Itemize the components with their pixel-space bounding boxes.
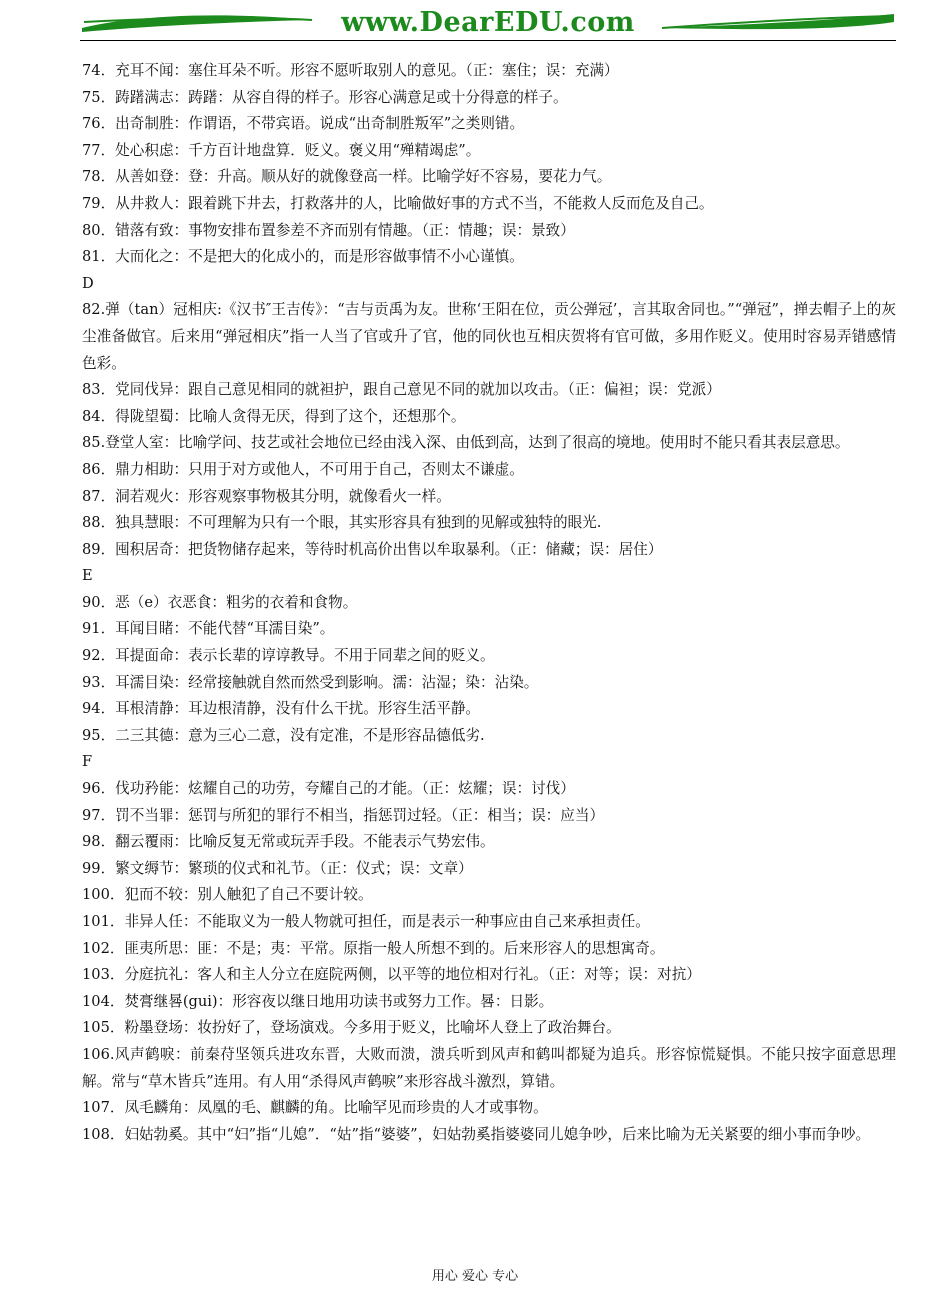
section-letter-f: F [82, 753, 93, 771]
list-item: 94．耳根清静：耳边根清静，没有什么干扰。形容生活平静。 [82, 700, 481, 718]
list-item: 74．充耳不闻：塞住耳朵不听。形容不愿听取别人的意见。（正：塞住；误：充满） [82, 62, 619, 79]
list-item: 81．大而化之：不是把大的化成小的，而是形容做事情不小心谨慎。 [82, 248, 524, 266]
list-item: 88．独具慧眼：不可理解为只有一个眼，其实形容具有独到的见解或独特的眼光. [82, 514, 602, 532]
site-logo-text: www.DearEDU.com [341, 7, 635, 38]
list-item: 102．匪夷所思：匪：不是；夷：平常。原指一般人所想不到的。后来形容人的思想寓奇。 [82, 939, 665, 957]
list-item: 87．洞若观火：形容观察事物极其分明，就像看火一样。 [82, 487, 451, 505]
list-item: 103．分庭抗礼：客人和主人分立在庭院两侧，以平等的地位相对行礼。（正：对等；误：对抗） [82, 966, 701, 984]
page-footer: 用心 爱心 专心 [431, 1269, 519, 1284]
list-item: 78．从善如登：登：升高。顺从好的就像登高一样。比喻学好不容易，要花力气。 [82, 168, 612, 186]
list-item: 95．二三其德：意为三心二意，没有定准，不是形容品德低劣. [82, 726, 485, 744]
header-divider [80, 40, 896, 41]
list-item: 104．焚膏继晷(gui)：形容夜以继日地用功读书或努力工作。晷：日影。 [82, 992, 554, 1010]
list-item: 90．恶（e）衣恶食：粗劣的衣着和食物。 [82, 593, 358, 611]
list-item: 105．粉墨登场：妆扮好了，登场演戏。今多用于贬义，比喻坏人登上了政治舞台。 [82, 1019, 621, 1037]
section-letter-d: D [82, 274, 94, 292]
list-item-85: 85.登堂人室：比喻学问、技艺或社会地位已经由浅入深、由低到高，达到了很高的境地。使用时不能只看其表层意思。 [82, 434, 850, 452]
list-item: 86．鼎力相助：只用于对方或他人，不可用于自己，否则太不谦虚。 [82, 460, 524, 478]
list-item: 76．出奇制胜：作谓语，不带宾语。说成“出奇制胜叛军”之类则错。 [82, 115, 525, 133]
list-item: 92．耳提面命：表示长辈的谆谆教导。不用于同辈之间的贬义。 [82, 647, 495, 665]
section-letter-e: E [82, 567, 93, 585]
list-item: 84．得陇望蜀：比喻人贪得无厌，得到了这个，还想那个。 [82, 407, 466, 425]
list-item: 97．罚不当罪：惩罚与所犯的罪行不相当，指惩罚过轻。（正：相当；误：应当） [82, 806, 605, 824]
document-body [82, 58, 896, 1148]
site-header-banner [80, 6, 896, 40]
list-item: 79．从井救人：跟着跳下井去，打救落井的人，比喻做好事的方式不当，不能救人反而危及自己。 [82, 194, 714, 212]
list-item: 83．党同伐异：跟自己意见相同的就袒护，跟自己意见不同的就加以攻击。（正：偏袒；误：党派） [82, 381, 721, 399]
list-item-82: 82.弹（tan）冠相庆:《汉书″王吉传》：“吉与贡禹为友。世称‘王阳在位，贡公弹冠’，言其取舍同也。”“弹冠”，掸去帽子上的灰尘准备做官。后来用“弹冠相庆”指一人当了官或升了官，他的同伙也互相庆贺将有官可做，多用作贬义。使用时容易弄错感情色彩。 [82, 301, 896, 372]
list-item: 77．处心积虑：千方百计地盘算．贬义。褒义用“殚精竭虑”。 [82, 141, 481, 159]
list-item: 75．踌躇满志：踌躇：从容自得的样子。形容心满意足或十分得意的样子。 [82, 88, 568, 106]
list-item: 99．繁文缛节：繁琐的仪式和礼节。（正：仪式；误：文章） [82, 859, 473, 877]
list-item: 96．伐功矜能：炫耀自己的功劳，夸耀自己的才能。（正：炫耀；误：讨伐） [82, 780, 575, 798]
list-item: 98．翻云覆雨：比喻反复无常或玩弄手段。不能表示气势宏伟。 [82, 833, 495, 851]
list-item: 100．犯而不较：别人触犯了自己不要计较。 [82, 886, 373, 904]
list-item: 80．错落有致：事物安排布置参差不齐而别有情趣。（正：情趣；误：景致） [82, 221, 575, 239]
list-item: 101．非异人任：不能取义为一般人物就可担任，而是表示一种事应由自己来承担责任。 [82, 913, 650, 930]
list-item-108: 108．妇姑勃奚。其中“妇”指“儿媳”．“姑”指“婆婆”，妇姑勃奚指婆婆同儿媳争吵，后来比喻为无关紧要的细小事而争吵。 [82, 1125, 871, 1143]
list-item-106: 106.风声鹤唳：前秦苻坚领兵进攻东晋，大败而溃，溃兵听到风声和鹤叫都疑为追兵。形容惊慌疑惧。不能只按字面意思理解。常与“草木皆兵”连用。有人用“杀得风声鹤唳”来形容战斗激烈，算错。 [82, 1045, 896, 1090]
list-item: 89．囤积居奇：把货物储存起来，等待时机高价出售以牟取暴利。（正：储藏；误：居住） [82, 540, 663, 558]
list-item: 107．凤毛麟角：凤凰的毛、麒麟的角。比喻罕见而珍贵的人才或事物。 [82, 1099, 548, 1117]
list-item: 93．耳濡目染：经常接触就自然而然受到影响。濡：沾湿；染：沾染。 [82, 673, 539, 691]
list-item: 91．耳闻目睹：不能代替“耳濡目染”。 [82, 620, 335, 638]
